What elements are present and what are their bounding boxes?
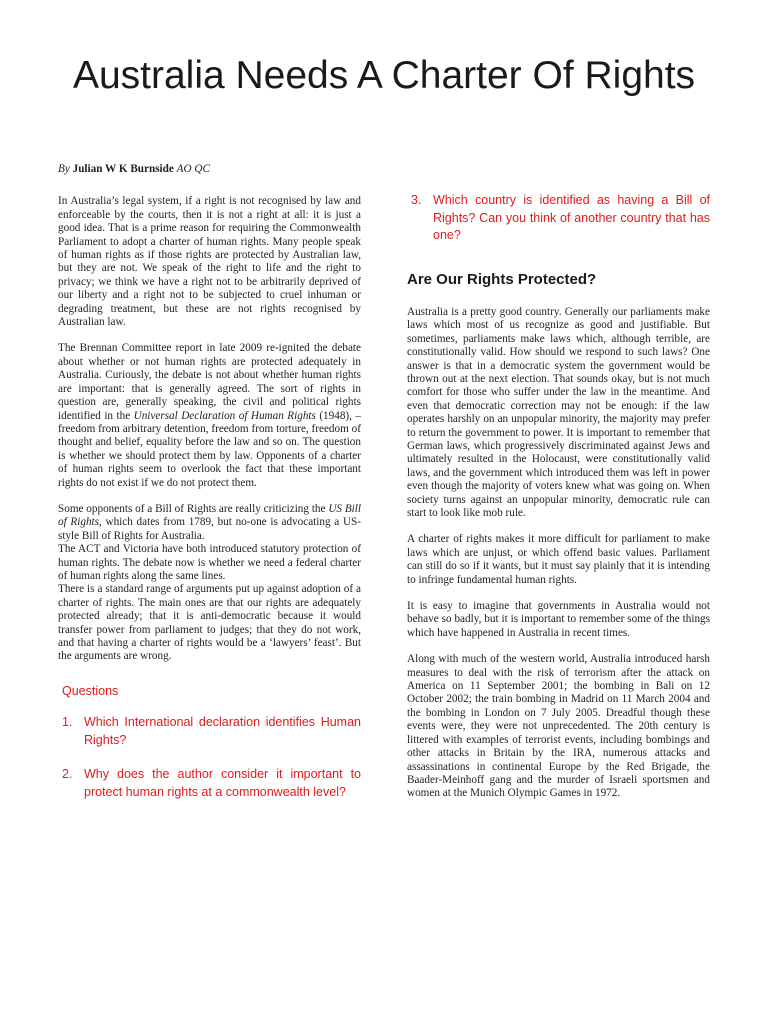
question-text: Which International declaration identifies Human Rights?	[84, 715, 361, 747]
question-number: 1.	[62, 715, 73, 730]
questions-list-continued	[407, 192, 710, 245]
paragraph-us-bill	[58, 503, 361, 543]
right-column	[407, 192, 710, 814]
question-text: Why does the author consider it important to protect human rights at a commonwealth level?	[84, 767, 361, 799]
byline-author: Julian W K Burnside	[72, 163, 174, 175]
question-number: 2.	[62, 767, 73, 782]
text-run: (1948), – freedom from arbitrary detention, freedom from torture, freedom of thought and belief, equality before the law and so on. The question is whether we should protect them by law. Opponents of a charter of human rights seem to overlook the fact that these important rights do not exist if we do not protect them.	[58, 409, 362, 489]
question-item	[58, 714, 361, 749]
byline-by: By	[58, 163, 70, 175]
byline	[58, 163, 361, 176]
paragraph-brennan-committee	[58, 342, 361, 489]
emphasis-us-bill: US Bill of Rights	[58, 502, 361, 529]
paragraph-good-country: Australia is a pretty good country. Generally our parliaments make laws which most of us recognize as good and justifiable. But sometimes, parliaments make laws which, although terrible, are constitutionally valid. How should we respond to such laws? One answer is that in a democratic system the government would be thrown out at the next election. That sounds okay, but is not much comfort for those who suffer under the law in the meantime. And even that democratic correction may not be enough: if the law operates harshly on an unpopular minority, the majority may prefer to return the government to power. It is important to remember that German laws, which progressively discriminated against Jews and ultimately resulted in the Holocaust, were constitutionally valid laws, and the government which introduced them was left in power even though the majority of voters knew what was going on. When society turns against an unpopular minority, democratic rule can start to look like mob rule.	[407, 305, 710, 519]
paragraph-charter-difficult: A charter of rights makes it more difficult for parliament to make laws which are unjust, or which offend basic values. Parliament can still do so if it wants, but it must say plainly that it is intending to infringe fundamental human rights.	[407, 533, 710, 586]
byline-suffix: AO QC	[176, 163, 210, 175]
question-number: 3.	[411, 193, 422, 207]
text-run: Some opponents of a Bill of Rights are really criticizing the	[58, 502, 329, 515]
paragraph-legal-system: In Australia’s legal system, if a right is not recognised by law and enforceable by the courts, then it is not a right at all: it is just a good idea. That is a prime reason for requiring the Commonwealth Parliament to adopt a charter of human rights. Many people speak of human rights as if those rights are protected by Australian law, but they are not. We speak of the right to life and the right to privacy; we think we have a right not to be arbitrarily deprived of our liberty and a right not to be subjected to cruel inhuman or degrading treatment, but these are not rights recognised by Australian law.	[58, 195, 361, 329]
text-run: , which dates from 1789, but no-one is advocating a US-style Bill of Rights for Australia.	[58, 516, 361, 542]
questions-list	[58, 714, 361, 801]
section-heading	[407, 270, 710, 288]
left-column	[58, 160, 361, 818]
question-item	[407, 192, 710, 245]
section-heading-text: Are Our Rights Protected?	[407, 270, 597, 288]
paragraph-act-victoria: The ACT and Victoria have both introduced statutory protection of human rights. The debate now is whether we need a federal charter of human rights along the same lines.	[58, 543, 361, 582]
paragraph-terrorism: Along with much of the western world, Australia introduced harsh measures to deal with the risk of terrorism after the attack on America on 11 September 2001; the bombing in Bali on 12 October 2002; the train bombing in Madrid on 11 March 2004 and the bombing in London on 7 July 2005. Dreadful though these events were, they were not unprecedented. The 20th century is littered with examples of terrorist events, including bombings and other attacks in Britain by the IRA, numerous attacks and assassinations in continental Europe by the Red Brigade, the Baader-Meinhoff gang and the murder of Israeli sportsmen and women at the Munich Olympic Games in 1972.	[407, 653, 710, 800]
page-title: Australia Needs A Charter Of Rights	[72, 54, 696, 97]
emphasis-udhr: Universal Declaration of Human Rights	[133, 409, 316, 422]
paragraph-arguments: There is a standard range of arguments put up against adoption of a charter of rights. The main ones are that our rights are adequately protected already; that it is anti-democratic because it would transfer power from parliament to judges; that they do not work, and that having a charter of rights would be a ‘lawyers’ feast’. But the arguments are wrong.	[58, 583, 361, 663]
question-text: Which country is identified as having a Bill of Rights? Can you think of another country that has one?	[433, 193, 710, 242]
paragraph-easy-to-imagine: It is easy to imagine that governments in Australia would not behave so badly, but it is important to remember some of the things which have happened in Australia in recent times.	[407, 600, 710, 639]
questions-heading: Questions	[62, 683, 119, 698]
question-item	[58, 766, 361, 801]
text-run: The Brennan Committee report in late 2009 re-ignited the debate about whether or not human rights are protected adequately in Australia. Curiously, the debate is not about whether human rights are important: that is generally agreed. The sort of rights in question are, generally speaking, the civil and political rights identified in the	[58, 342, 361, 422]
